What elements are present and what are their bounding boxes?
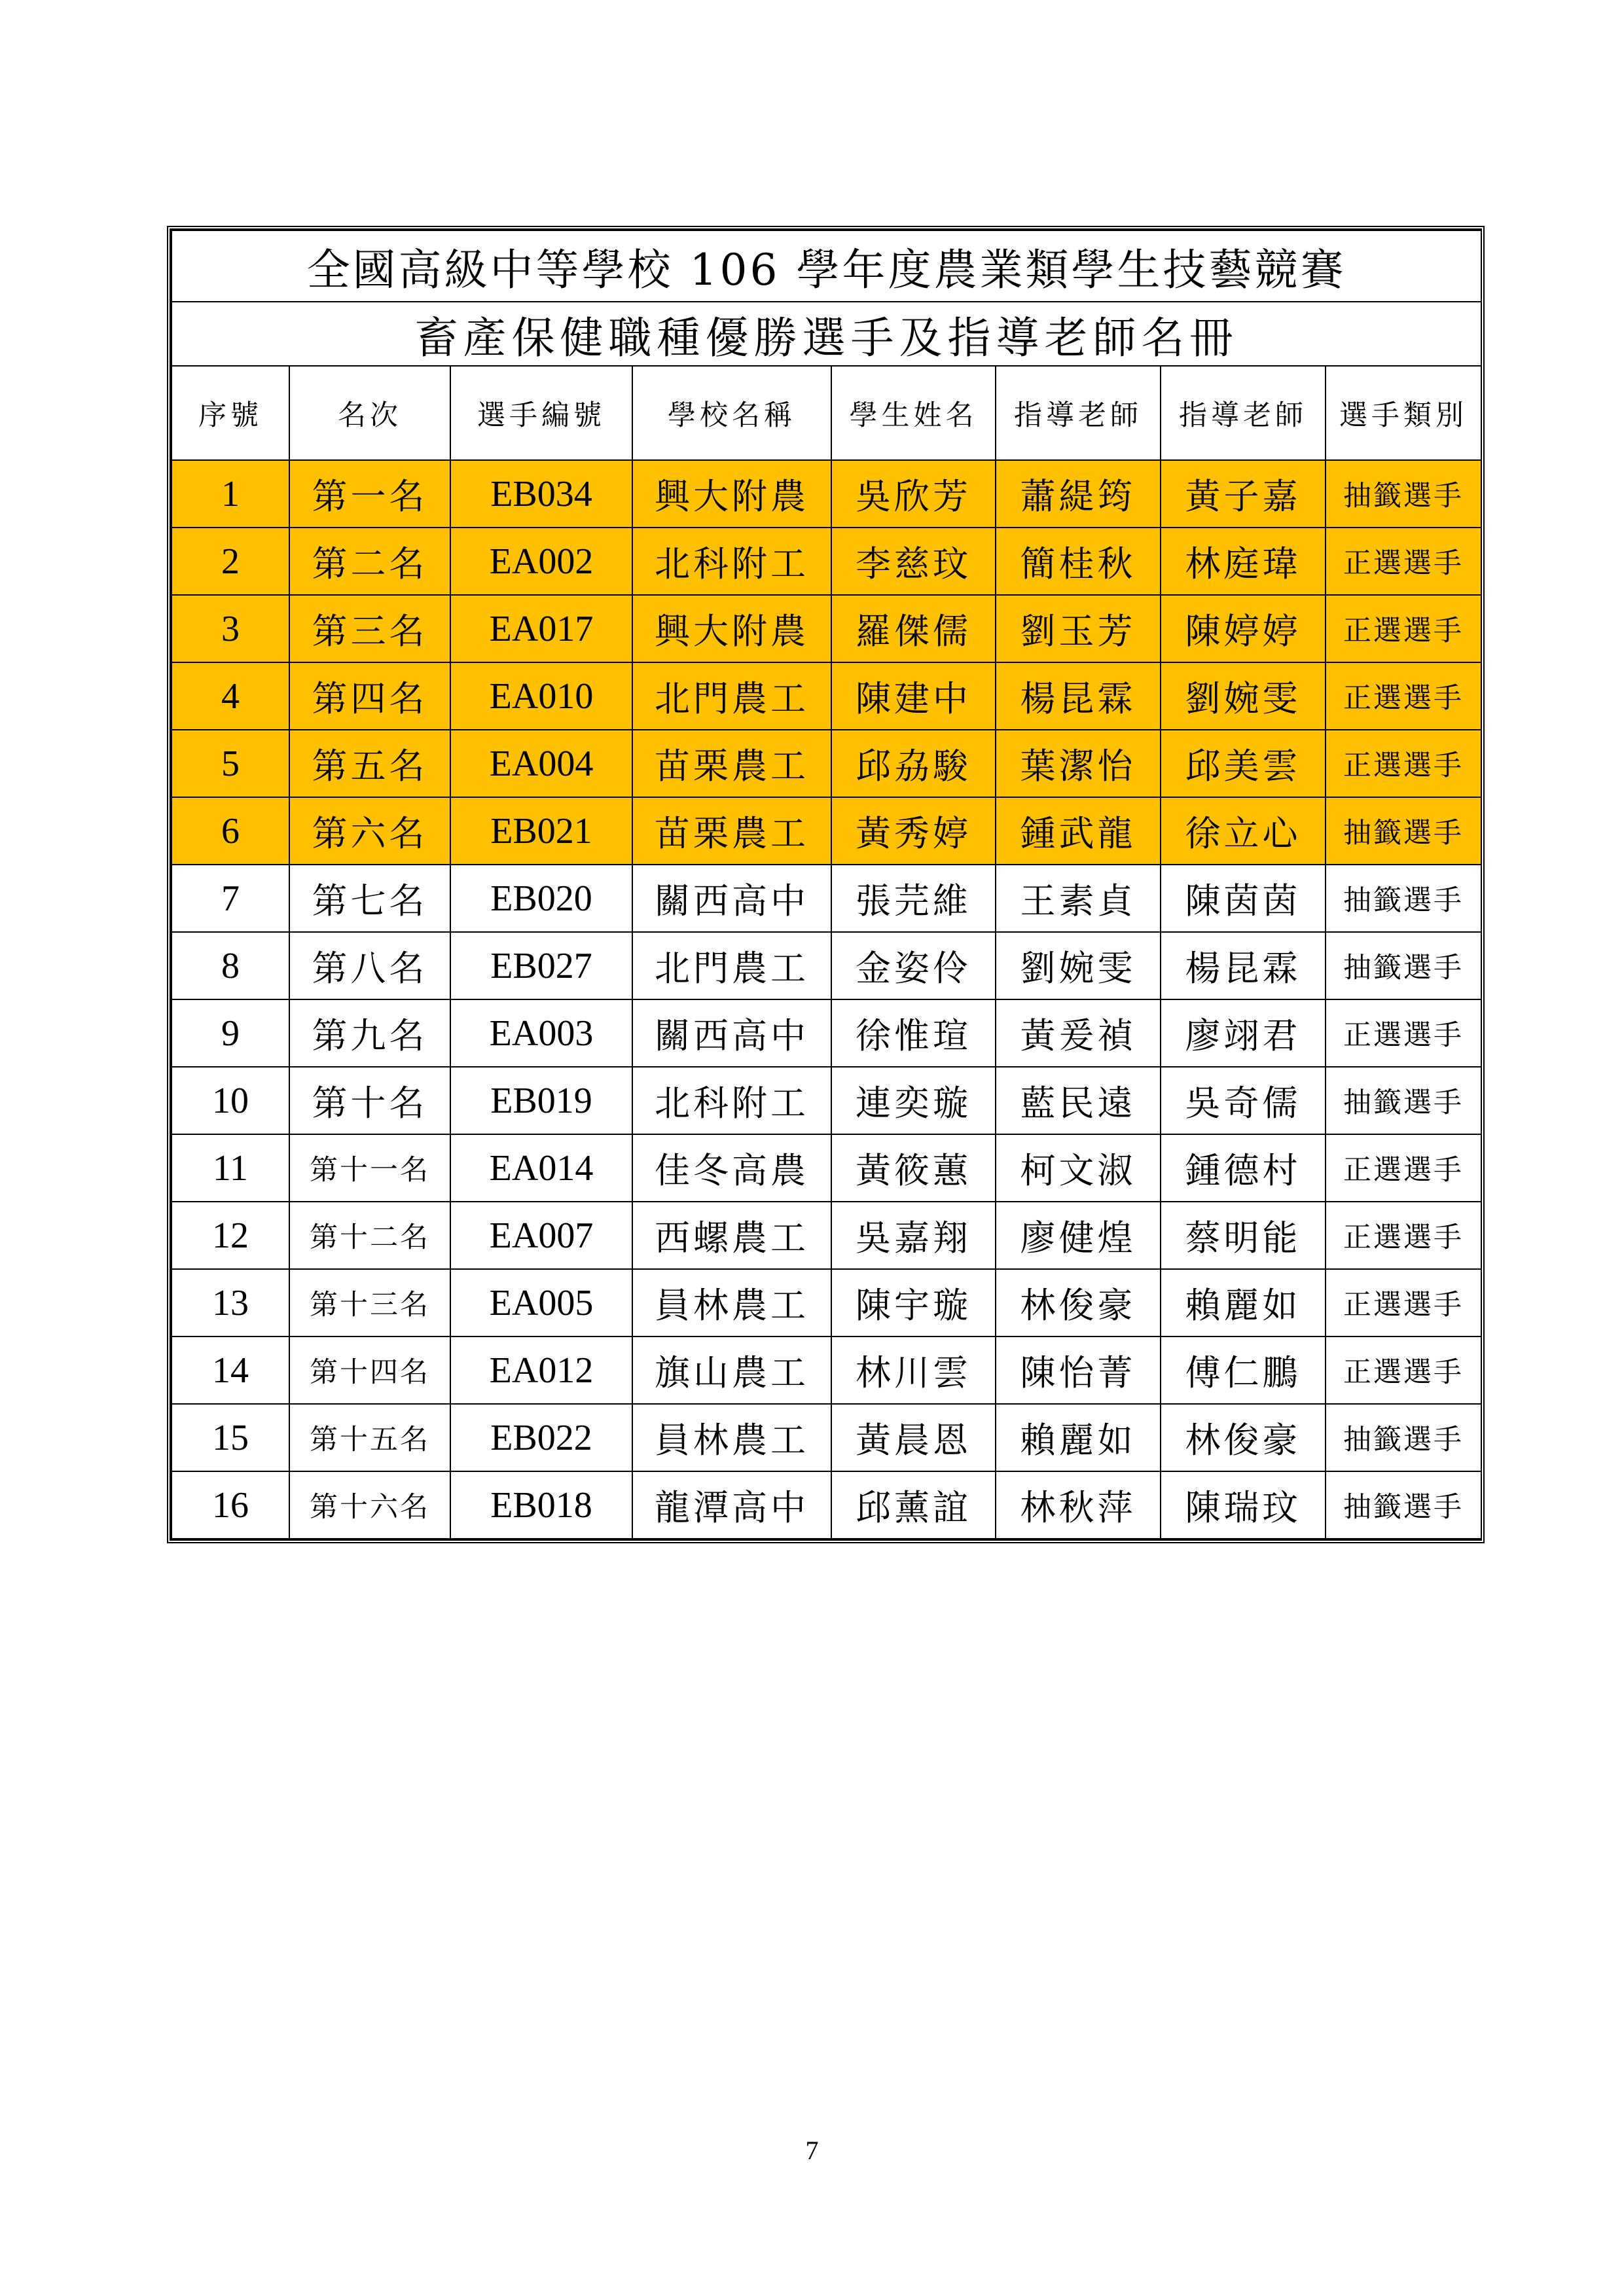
cell-rank: 第十名 [289,1067,450,1134]
cell-student: 黃晨恩 [831,1404,996,1471]
subtitle-row [171,302,1481,366]
cell-player-code: EA004 [450,730,632,797]
cell-seq: 8 [171,932,289,999]
cell-player-type: 正選選手 [1326,1202,1481,1269]
cell-teacher-2: 蔡明能 [1161,1202,1326,1269]
cell-teacher-1: 楊昆霖 [996,662,1161,730]
cell-player-code: EA002 [450,528,632,595]
cell-player-type: 正選選手 [1326,999,1481,1067]
cell-student: 連奕璇 [831,1067,996,1134]
cell-teacher-1: 劉婉雯 [996,932,1161,999]
cell-teacher-2: 徐立心 [1161,797,1326,865]
cell-teacher-2: 林庭瑋 [1161,528,1326,595]
cell-player-code: EA014 [450,1134,632,1202]
cell-player-type: 正選選手 [1326,1336,1481,1404]
cell-player-code: EB022 [450,1404,632,1471]
cell-rank: 第十五名 [289,1404,450,1471]
column-header-row [171,366,1481,460]
cell-teacher-1: 賴麗如 [996,1404,1161,1471]
cell-school: 興大附農 [632,595,831,662]
cell-school: 興大附農 [632,460,831,528]
cell-player-code: EA003 [450,999,632,1067]
cell-seq: 4 [171,662,289,730]
cell-rank: 第十三名 [289,1269,450,1336]
table-row [171,730,1481,797]
cell-seq: 3 [171,595,289,662]
cell-seq: 1 [171,460,289,528]
cell-seq: 5 [171,730,289,797]
cell-player-type: 正選選手 [1326,595,1481,662]
cell-teacher-2: 邱美雲 [1161,730,1326,797]
cell-teacher-2: 鍾德村 [1161,1134,1326,1202]
cell-teacher-2: 傅仁鵬 [1161,1336,1326,1404]
cell-teacher-2: 陳瑞玟 [1161,1471,1326,1539]
cell-teacher-1: 陳怡菁 [996,1336,1161,1404]
cell-rank: 第十一名 [289,1134,450,1202]
cell-student: 黃秀婷 [831,797,996,865]
header-rank: 名次 [289,366,450,460]
table-row [171,999,1481,1067]
cell-student: 金姿伶 [831,932,996,999]
cell-student: 吳欣芳 [831,460,996,528]
table-row [171,1202,1481,1269]
cell-player-type: 正選選手 [1326,662,1481,730]
table-row [171,1134,1481,1202]
cell-school: 北門農工 [632,662,831,730]
cell-school: 北科附工 [632,528,831,595]
table-row [171,1404,1481,1471]
table-row [171,528,1481,595]
cell-teacher-1: 廖健煌 [996,1202,1161,1269]
cell-teacher-2: 賴麗如 [1161,1269,1326,1336]
cell-rank: 第九名 [289,999,450,1067]
cell-rank: 第二名 [289,528,450,595]
header-school: 學校名稱 [632,366,831,460]
cell-rank: 第十二名 [289,1202,450,1269]
cell-seq: 14 [171,1336,289,1404]
cell-student: 黃筱蕙 [831,1134,996,1202]
header-player-code: 選手編號 [450,366,632,460]
cell-player-type: 抽籤選手 [1326,797,1481,865]
cell-seq: 10 [171,1067,289,1134]
cell-rank: 第七名 [289,865,450,932]
cell-teacher-2: 陳婷婷 [1161,595,1326,662]
cell-player-type: 抽籤選手 [1326,865,1481,932]
cell-student: 吳嘉翔 [831,1202,996,1269]
roster-table-frame [167,226,1485,1543]
cell-seq: 11 [171,1134,289,1202]
cell-player-code: EB021 [450,797,632,865]
cell-rank: 第三名 [289,595,450,662]
cell-teacher-1: 柯文淑 [996,1134,1161,1202]
cell-player-type: 抽籤選手 [1326,1471,1481,1539]
cell-teacher-2: 劉婉雯 [1161,662,1326,730]
cell-seq: 12 [171,1202,289,1269]
cell-player-type: 抽籤選手 [1326,932,1481,999]
winners-roster-table [171,230,1482,1539]
cell-teacher-2: 黃子嘉 [1161,460,1326,528]
cell-student: 徐惟瑄 [831,999,996,1067]
cell-teacher-1: 林俊豪 [996,1269,1161,1336]
cell-school: 西螺農工 [632,1202,831,1269]
cell-seq: 7 [171,865,289,932]
cell-school: 員林農工 [632,1404,831,1471]
header-student: 學生姓名 [831,366,996,460]
cell-school: 苗栗農工 [632,730,831,797]
cell-player-type: 抽籤選手 [1326,1067,1481,1134]
cell-teacher-1: 蕭緹筠 [996,460,1161,528]
cell-school: 北科附工 [632,1067,831,1134]
cell-school: 關西高中 [632,999,831,1067]
cell-player-type: 正選選手 [1326,528,1481,595]
cell-player-code: EA007 [450,1202,632,1269]
cell-player-type: 正選選手 [1326,1269,1481,1336]
cell-player-code: EA017 [450,595,632,662]
table-subtitle: 畜產保健職種優勝選手及指導老師名冊 [171,302,1481,366]
cell-school: 龍潭高中 [632,1471,831,1539]
cell-teacher-1: 簡桂秋 [996,528,1161,595]
cell-student: 邱薰誼 [831,1471,996,1539]
title-row [171,230,1481,302]
cell-school: 佳冬高農 [632,1134,831,1202]
cell-school: 旗山農工 [632,1336,831,1404]
cell-student: 陳宇璇 [831,1269,996,1336]
cell-teacher-1: 葉潔怡 [996,730,1161,797]
header-seq: 序號 [171,366,289,460]
cell-player-code: EA012 [450,1336,632,1404]
cell-player-code: EB018 [450,1471,632,1539]
header-teacher-2: 指導老師 [1161,366,1326,460]
table-row [171,460,1481,528]
cell-seq: 9 [171,999,289,1067]
cell-player-code: EA005 [450,1269,632,1336]
table-row [171,797,1481,865]
cell-teacher-1: 鍾武龍 [996,797,1161,865]
cell-seq: 16 [171,1471,289,1539]
header-player-type: 選手類別 [1326,366,1481,460]
cell-student: 邱劦駿 [831,730,996,797]
cell-rank: 第十六名 [289,1471,450,1539]
cell-teacher-2: 陳茵茵 [1161,865,1326,932]
table-row [171,932,1481,999]
cell-seq: 15 [171,1404,289,1471]
cell-player-code: EB027 [450,932,632,999]
cell-teacher-2: 吳奇儒 [1161,1067,1326,1134]
cell-rank: 第六名 [289,797,450,865]
cell-school: 北門農工 [632,932,831,999]
cell-student: 張芫維 [831,865,996,932]
cell-player-type: 抽籤選手 [1326,1404,1481,1471]
cell-seq: 2 [171,528,289,595]
cell-school: 關西高中 [632,865,831,932]
cell-rank: 第一名 [289,460,450,528]
cell-teacher-1: 藍民遠 [996,1067,1161,1134]
cell-teacher-1: 林秋萍 [996,1471,1161,1539]
cell-student: 林川雲 [831,1336,996,1404]
cell-student: 陳建中 [831,662,996,730]
cell-player-code: EB020 [450,865,632,932]
cell-teacher-1: 劉玉芳 [996,595,1161,662]
cell-player-type: 抽籤選手 [1326,460,1481,528]
table-row [171,1336,1481,1404]
cell-seq: 13 [171,1269,289,1336]
cell-player-code: EA010 [450,662,632,730]
table-row [171,1471,1481,1539]
cell-school: 員林農工 [632,1269,831,1336]
cell-rank: 第四名 [289,662,450,730]
table-row [171,1067,1481,1134]
cell-school: 苗栗農工 [632,797,831,865]
cell-rank: 第五名 [289,730,450,797]
cell-teacher-2: 廖翊君 [1161,999,1326,1067]
cell-player-type: 正選選手 [1326,1134,1481,1202]
table-row [171,865,1481,932]
cell-rank: 第十四名 [289,1336,450,1404]
cell-teacher-1: 黃爰禎 [996,999,1161,1067]
cell-seq: 6 [171,797,289,865]
header-teacher-1: 指導老師 [996,366,1161,460]
cell-student: 李慈玟 [831,528,996,595]
table-row [171,662,1481,730]
table-row [171,1269,1481,1336]
cell-teacher-2: 林俊豪 [1161,1404,1326,1471]
cell-player-code: EB019 [450,1067,632,1134]
cell-player-type: 正選選手 [1326,730,1481,797]
cell-teacher-2: 楊昆霖 [1161,932,1326,999]
cell-rank: 第八名 [289,932,450,999]
cell-teacher-1: 王素貞 [996,865,1161,932]
cell-student: 羅傑儒 [831,595,996,662]
page-number: 7 [805,2136,819,2165]
cell-player-code: EB034 [450,460,632,528]
table-title: 全國高級中等學校 106 學年度農業類學生技藝競賽 [171,230,1481,302]
table-row [171,595,1481,662]
